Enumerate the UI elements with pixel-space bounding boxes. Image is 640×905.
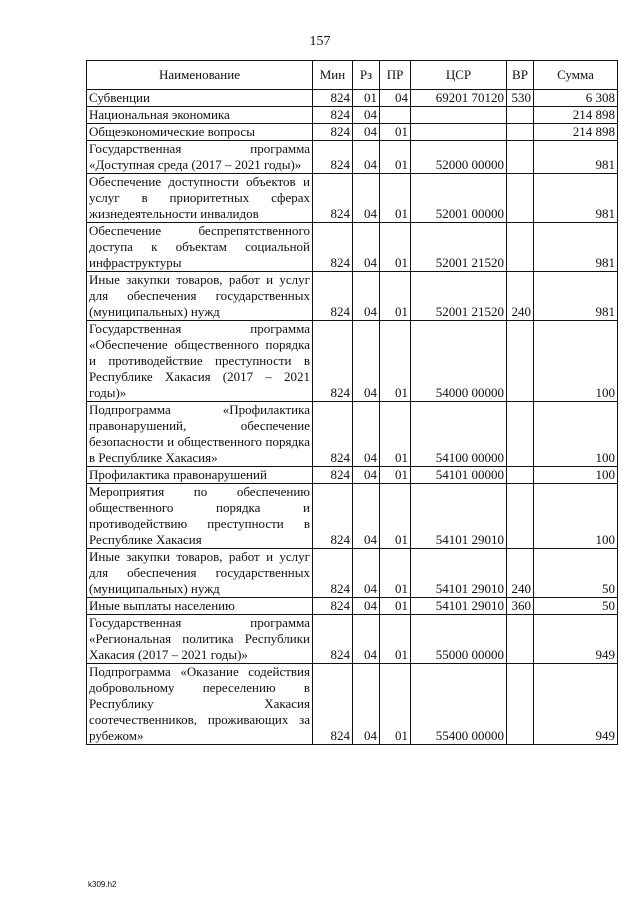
cell-name: Общеэкономические вопросы <box>87 124 313 141</box>
cell-csr: 54101 29010 <box>411 484 507 549</box>
table-row <box>87 615 618 664</box>
cell-pr: 01 <box>380 549 411 598</box>
cell-pr: 01 <box>380 141 411 174</box>
cell-vr <box>507 467 534 484</box>
table-row <box>87 598 618 615</box>
cell-pr: 01 <box>380 402 411 467</box>
table-row <box>87 272 618 321</box>
cell-csr: 54101 29010 <box>411 549 507 598</box>
cell-rz: 04 <box>353 141 380 174</box>
cell-min: 824 <box>313 321 353 402</box>
cell-sum: 100 <box>534 467 618 484</box>
table-row <box>87 484 618 549</box>
cell-sum: 214 898 <box>534 124 618 141</box>
cell-csr: 52000 00000 <box>411 141 507 174</box>
cell-vr <box>507 174 534 223</box>
cell-pr: 01 <box>380 664 411 745</box>
cell-pr <box>380 107 411 124</box>
cell-sum: 100 <box>534 402 618 467</box>
cell-pr: 01 <box>380 598 411 615</box>
cell-pr: 01 <box>380 467 411 484</box>
cell-rz: 04 <box>353 549 380 598</box>
cell-min: 824 <box>313 124 353 141</box>
header-sum: Сумма <box>534 61 618 90</box>
cell-vr: 360 <box>507 598 534 615</box>
cell-pr: 01 <box>380 223 411 272</box>
header-pr: ПР <box>380 61 411 90</box>
cell-vr <box>507 223 534 272</box>
cell-name: Иные закупки товаров, работ и услуг для обеспечения государственных (муниципальных) нужд <box>87 272 313 321</box>
table-row <box>87 124 618 141</box>
table-row <box>87 664 618 745</box>
cell-csr: 55400 00000 <box>411 664 507 745</box>
cell-rz: 04 <box>353 107 380 124</box>
cell-pr: 04 <box>380 90 411 107</box>
cell-name: Иные закупки товаров, работ и услуг для обеспечения государственных (муниципальных) нужд <box>87 549 313 598</box>
cell-pr: 01 <box>380 174 411 223</box>
cell-name: Подпрограмма «Профилактика правонарушений, обеспечение безопасности и общественного порядка в Республике Хакасия» <box>87 402 313 467</box>
cell-rz: 04 <box>353 124 380 141</box>
cell-sum: 100 <box>534 321 618 402</box>
cell-csr: 54101 29010 <box>411 598 507 615</box>
cell-pr: 01 <box>380 321 411 402</box>
cell-name: Государственная программа «Доступная среда (2017 – 2021 годы)» <box>87 141 313 174</box>
cell-min: 824 <box>313 402 353 467</box>
header-csr: ЦСР <box>411 61 507 90</box>
cell-csr: 54101 00000 <box>411 467 507 484</box>
budget-table <box>86 60 618 745</box>
cell-min: 824 <box>313 549 353 598</box>
cell-csr: 52001 21520 <box>411 223 507 272</box>
cell-rz: 04 <box>353 484 380 549</box>
table-row <box>87 402 618 467</box>
cell-min: 824 <box>313 141 353 174</box>
page-number: 157 <box>309 34 331 49</box>
cell-name: Мероприятия по обеспечению общественного порядка и противодействию преступности в Республике Хакасия <box>87 484 313 549</box>
cell-sum: 50 <box>534 598 618 615</box>
header-vr: ВР <box>507 61 534 90</box>
cell-min: 824 <box>313 272 353 321</box>
table-row <box>87 141 618 174</box>
cell-pr: 01 <box>380 615 411 664</box>
header-rz: Рз <box>353 61 380 90</box>
table-row <box>87 90 618 107</box>
cell-min: 824 <box>313 467 353 484</box>
cell-name: Иные выплаты населению <box>87 598 313 615</box>
cell-sum: 6 308 <box>534 90 618 107</box>
cell-name: Подпрограмма «Оказание содействия добровольному переселению в Республику Хакасия соотечественников, проживающих за рубежом» <box>87 664 313 745</box>
cell-vr: 530 <box>507 90 534 107</box>
cell-vr <box>507 141 534 174</box>
cell-sum: 214 898 <box>534 107 618 124</box>
cell-pr: 01 <box>380 484 411 549</box>
footer-code: k309.h2 <box>88 880 117 889</box>
cell-min: 824 <box>313 223 353 272</box>
table-header-row <box>87 61 618 90</box>
cell-pr: 01 <box>380 272 411 321</box>
cell-vr: 240 <box>507 272 534 321</box>
table-row <box>87 174 618 223</box>
cell-rz: 04 <box>353 402 380 467</box>
cell-sum: 949 <box>534 664 618 745</box>
cell-csr: 54000 00000 <box>411 321 507 402</box>
cell-vr <box>507 402 534 467</box>
table-row <box>87 321 618 402</box>
cell-name: Обеспечение беспрепятственного доступа к объектам социальной инфраструктуры <box>87 223 313 272</box>
cell-name: Государственная программа «Региональная политика Республики Хакасия (2017 – 2021 годы)» <box>87 615 313 664</box>
table-row <box>87 467 618 484</box>
cell-name: Национальная экономика <box>87 107 313 124</box>
cell-name: Субвенции <box>87 90 313 107</box>
cell-name: Государственная программа «Обеспечение общественного порядка и противодействие преступности в Республике Хакасия (2017 – 2021 годы)» <box>87 321 313 402</box>
cell-sum: 981 <box>534 141 618 174</box>
cell-vr <box>507 484 534 549</box>
cell-vr <box>507 615 534 664</box>
cell-rz: 04 <box>353 223 380 272</box>
cell-name: Профилактика правонарушений <box>87 467 313 484</box>
cell-vr <box>507 664 534 745</box>
cell-sum: 50 <box>534 549 618 598</box>
table-row <box>87 223 618 272</box>
cell-sum: 981 <box>534 223 618 272</box>
cell-min: 824 <box>313 174 353 223</box>
cell-rz: 04 <box>353 272 380 321</box>
cell-min: 824 <box>313 107 353 124</box>
cell-csr <box>411 107 507 124</box>
cell-name: Обеспечение доступности объектов и услуг в приоритетных сферах жизнедеятельности инвалидов <box>87 174 313 223</box>
cell-sum: 100 <box>534 484 618 549</box>
cell-rz: 04 <box>353 664 380 745</box>
cell-rz: 04 <box>353 615 380 664</box>
cell-csr: 54100 00000 <box>411 402 507 467</box>
cell-rz: 04 <box>353 321 380 402</box>
cell-csr: 52001 21520 <box>411 272 507 321</box>
cell-csr: 52001 00000 <box>411 174 507 223</box>
cell-vr <box>507 321 534 402</box>
cell-csr: 55000 00000 <box>411 615 507 664</box>
cell-sum: 981 <box>534 272 618 321</box>
cell-min: 824 <box>313 664 353 745</box>
cell-rz: 01 <box>353 90 380 107</box>
cell-csr <box>411 124 507 141</box>
cell-min: 824 <box>313 598 353 615</box>
cell-sum: 949 <box>534 615 618 664</box>
header-name: Наименование <box>87 61 313 90</box>
cell-rz: 04 <box>353 467 380 484</box>
cell-rz: 04 <box>353 174 380 223</box>
cell-min: 824 <box>313 615 353 664</box>
cell-vr: 240 <box>507 549 534 598</box>
cell-vr <box>507 107 534 124</box>
cell-csr: 69201 70120 <box>411 90 507 107</box>
header-min: Мин <box>313 61 353 90</box>
table-row <box>87 549 618 598</box>
cell-min: 824 <box>313 484 353 549</box>
cell-min: 824 <box>313 90 353 107</box>
cell-rz: 04 <box>353 598 380 615</box>
cell-sum: 981 <box>534 174 618 223</box>
table-row <box>87 107 618 124</box>
cell-pr: 01 <box>380 124 411 141</box>
cell-vr <box>507 124 534 141</box>
